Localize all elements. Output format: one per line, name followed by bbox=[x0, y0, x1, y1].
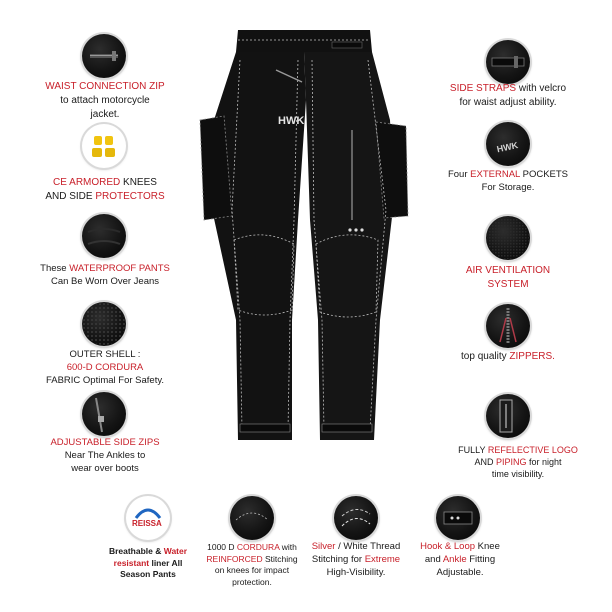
cordura-shell-icon bbox=[82, 302, 126, 346]
side-strap-caption: SIDE STRAPS with velcro for waist adjust ability. bbox=[449, 83, 567, 108]
air-vent-icon bbox=[486, 216, 530, 260]
reflective-caption: FULLY REFELECTIVE LOGO AND PIPING for night time visibility. bbox=[458, 445, 578, 479]
reissa-badge-icon bbox=[126, 496, 170, 540]
waterproof-caption: These WATERPROOF PANTS Can Be Worn Over Jeans bbox=[40, 263, 170, 287]
knee-armor-caption: CE ARMORED KNEES AND SIDE PROTECTORS bbox=[45, 177, 165, 202]
waterproof-fabric-icon bbox=[82, 214, 126, 258]
hook-loop-caption: Hook & Loop Knee and Ankle Fitting Adjustable. bbox=[420, 541, 500, 578]
waist-zip-caption: WAIST CONNECTION ZIP to attach motorcycle jacket. bbox=[45, 81, 165, 120]
svg-text:HWK: HWK bbox=[495, 140, 519, 155]
pants-hwk-logo: HWK bbox=[278, 115, 305, 127]
reissa-caption: Breathable & Water resistant liner All Season Pants bbox=[108, 546, 188, 579]
side-zip-caption: ADJUSTABLE SIDE ZIPS Near The Ankles to wear over boots bbox=[50, 437, 160, 474]
air-vent-caption: AIR VENTILATION SYSTEM bbox=[465, 265, 551, 290]
reflective-logo-icon bbox=[486, 394, 530, 438]
side-zip-icon bbox=[82, 392, 126, 436]
thread-caption: Silver / White Thread Stitching for Extreme High-Visibility. bbox=[311, 541, 401, 578]
cordura-knee-caption: 1000 D CORDURA with REINFORCED Stitching on knees for impact protection. bbox=[206, 542, 298, 587]
cordura-knee-icon bbox=[230, 496, 274, 540]
motorcycle-pants-image bbox=[180, 20, 430, 460]
zipper-icon bbox=[486, 304, 530, 348]
pocket-icon bbox=[486, 122, 530, 166]
reissa-badge-text: REISSA bbox=[132, 519, 162, 528]
zipper-caption: top quality ZIPPERS. bbox=[461, 351, 555, 362]
thread-icon bbox=[334, 496, 378, 540]
cordura-shell-caption: OUTER SHELL : 600-D CORDURA FABRIC Optimal For Safety. bbox=[45, 349, 165, 386]
side-strap-icon bbox=[486, 40, 530, 84]
pocket-caption: Four EXTERNAL POCKETS For Storage. bbox=[447, 169, 569, 193]
knee-armor-icon bbox=[82, 124, 126, 168]
waist-zip-icon bbox=[82, 34, 126, 78]
hook-loop-icon bbox=[436, 496, 480, 540]
